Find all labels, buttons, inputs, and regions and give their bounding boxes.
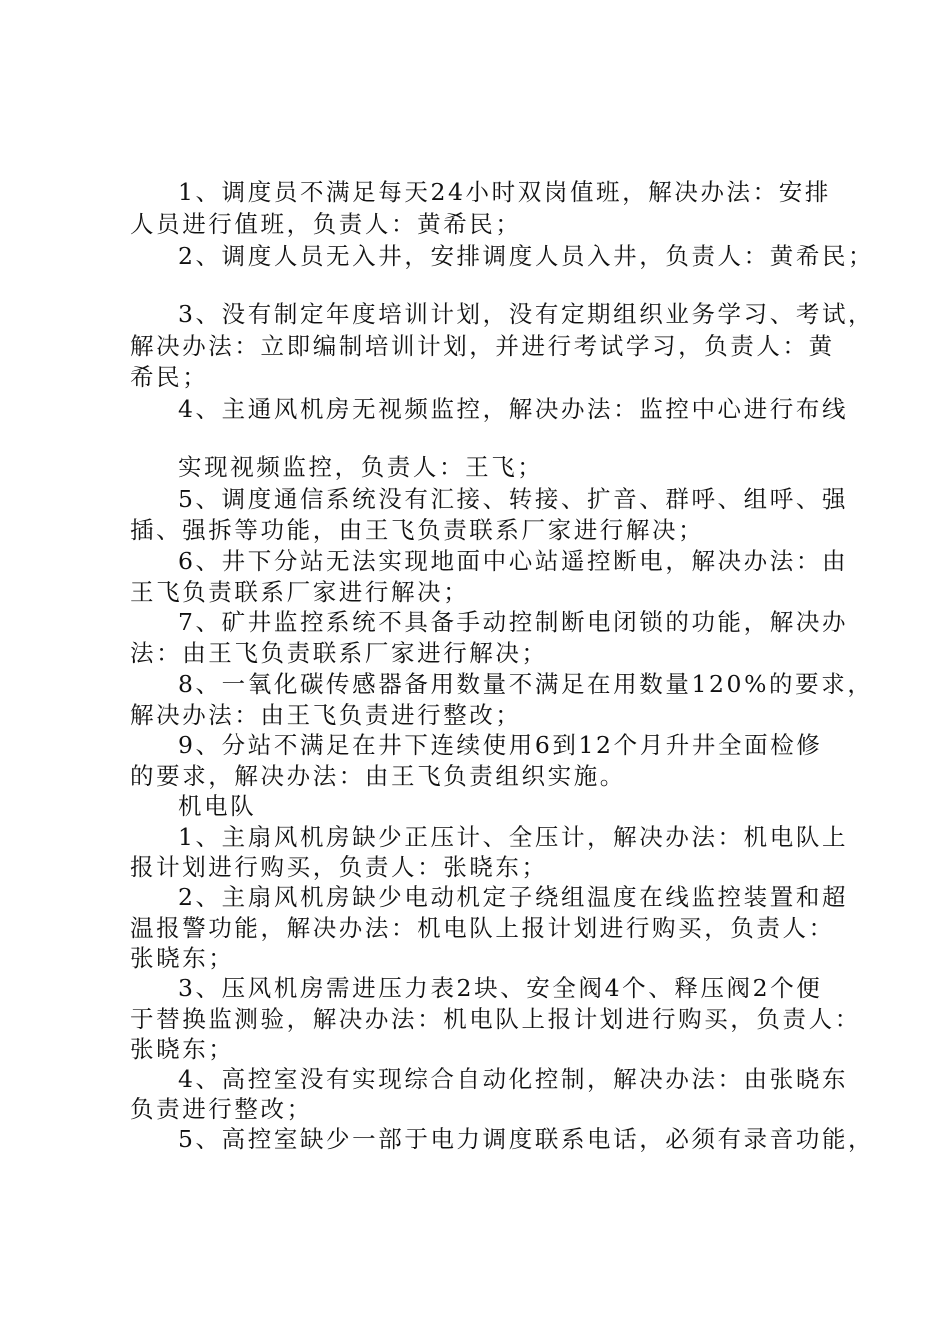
paragraph-line: 温报警功能，解决办法：机电队上报计划进行购买，负责人： <box>130 914 835 942</box>
paragraph-line: 6、井下分站无法实现地面中心站遥控断电，解决办法：由 <box>178 547 849 575</box>
paragraph-line: 希民； <box>130 363 209 391</box>
paragraph-line: 4、高控室没有实现综合自动化控制，解决办法：由张晓东 <box>178 1065 849 1093</box>
paragraph-line: 2、主扇风机房缺少电动机定子绕组温度在线监控装置和超 <box>178 883 849 911</box>
paragraph-line: 8、一氧化碳传感器备用数量不满足在用数量120%的要求， <box>178 670 874 698</box>
paragraph-line: 报计划进行购买，负责人：张晓东； <box>130 853 548 881</box>
paragraph-line: 负责进行整改； <box>130 1095 313 1123</box>
paragraph-line: 于替换监测验，解决办法：机电队上报计划进行购买，负责人： <box>130 1005 861 1033</box>
paragraph-line: 张晓东； <box>130 1035 235 1063</box>
paragraph-line: 法：由王飞负责联系厂家进行解决； <box>130 639 548 667</box>
paragraph-line: 王飞负责联系厂家进行解决； <box>130 578 470 606</box>
paragraph-line: 9、分站不满足在井下连续使用6到12个月升井全面检修 <box>178 731 823 759</box>
paragraph-line: 1、主扇风机房缺少正压计、全压计，解决办法：机电队上 <box>178 823 849 851</box>
paragraph-line: 插、强拆等功能，由王飞负责联系厂家进行解决； <box>130 516 705 544</box>
paragraph-line: 张晓东； <box>130 944 235 972</box>
paragraph-line: 5、高控室缺少一部于电力调度联系电话，必须有录音功能， <box>178 1125 875 1153</box>
paragraph-line: 解决办法：立即编制培训计划，并进行考试学习，负责人：黄 <box>130 332 835 360</box>
paragraph-line: 2、调度人员无入井，安排调度人员入井，负责人：黄希民； <box>178 242 875 270</box>
paragraph-line: 3、没有制定年度培训计划，没有定期组织业务学习、考试， <box>178 300 875 328</box>
paragraph-line: 人员进行值班，负责人：黄希民； <box>130 210 522 238</box>
section-heading: 机电队 <box>178 792 257 820</box>
paragraph-line: 1、调度员不满足每天24小时双岗值班，解决办法：安排 <box>178 178 831 206</box>
paragraph-line: 5、调度通信系统没有汇接、转接、扩音、群呼、组呼、强 <box>178 485 849 513</box>
paragraph-line: 3、压风机房需进压力表2块、安全阀4个、释压阀2个便 <box>178 974 823 1002</box>
paragraph-line: 4、主通风机房无视频监控，解决办法：监控中心进行布线 <box>178 395 849 423</box>
paragraph-line: 解决办法：由王飞负责进行整改； <box>130 701 522 729</box>
paragraph-line: 7、矿井监控系统不具备手动控制断电闭锁的功能，解决办 <box>178 608 849 636</box>
paragraph-line: 的要求，解决办法：由王飞负责组织实施。 <box>130 762 626 790</box>
paragraph-line: 实现视频监控，负责人：王飞； <box>178 453 544 481</box>
